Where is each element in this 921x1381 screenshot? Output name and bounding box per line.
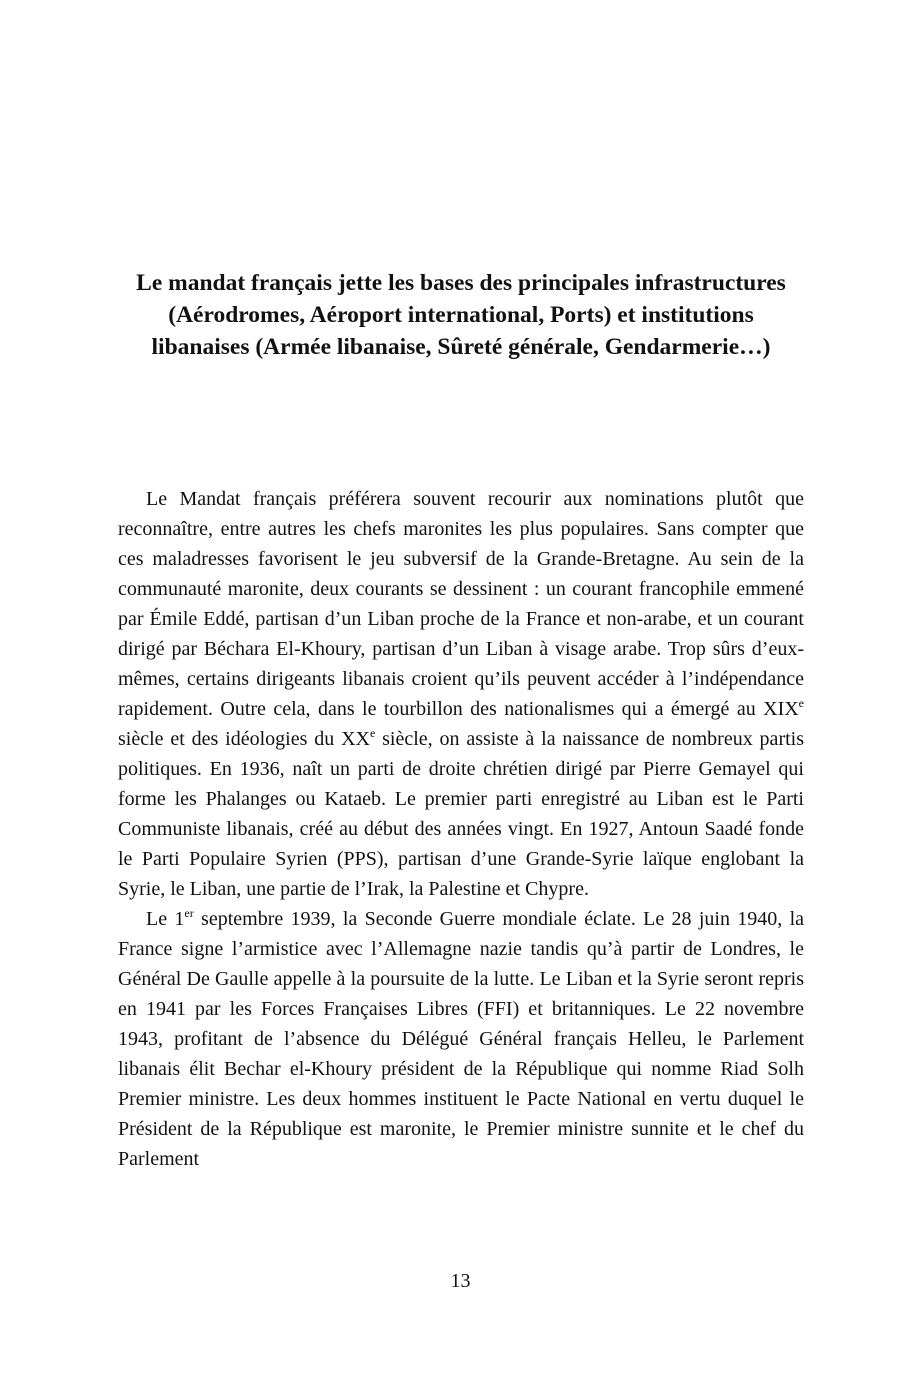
body-text <box>118 484 804 1174</box>
superscript-er: er <box>184 906 194 920</box>
paragraph-2 <box>118 904 804 1174</box>
page-number: 13 <box>450 1270 471 1292</box>
paragraph-1-text-b: siècle et des idéologies du XX <box>118 728 370 750</box>
paragraph-1-text-a: Le Mandat français préférera souvent recourir aux nominations plutôt que reconnaître, entre autres les chefs maronites les plus populaires. Sans compter que ces maladresses favorisent le jeu subversif de la Grande-Bretagne. Au sein de la communauté maronite, deux courants se dessinent : un courant francophile emmené par Émile Eddé, partisan d’un Liban proche de la France et non-arabe, et un courant dirigé par Béchara El-Khoury, partisan d’un Liban à visage arabe. Trop sûrs d’eux-mêmes, certains dirigeants libanais croient qu’ils peuvent accéder à l’indépendance rapidement. Outre cela, dans le tourbillon des nationalismes qui a émergé au XIX <box>118 488 804 720</box>
paragraph-1-text-c: siècle, on assiste à la naissance de nombreux partis politiques. En 1936, naît un parti de droite chrétien dirigé par Pierre Gemayel qui forme les Phalanges ou Kataeb. Le premier parti enregistré au Liban est le Parti Communiste libanais, créé au début des années vingt. En 1927, Antoun Saadé fonde le Parti Populaire Syrien (PPS), partisan d’une Grande-Syrie laïque englobant la Syrie, le Liban, une partie de l’Irak, la Palestine et Chypre. <box>118 728 804 900</box>
paragraph-1 <box>118 484 804 904</box>
paragraph-2-text-b: septembre 1939, la Seconde Guerre mondiale éclate. Le 28 juin 1940, la France signe l’armistice avec l’Allemagne nazie tandis qu’à partir de Londres, le Général De Gaulle appelle à la poursuite de la lutte. Le Liban et la Syrie seront repris en 1941 par les Forces Françaises Libres (FFI) et britanniques. Le 22 novembre 1943, profitant de l’absence du Délégué Général français Helleu, le Parlement libanais élit Bechar el-Khoury président de la République qui nomme Riad Solh Premier ministre. Les deux hommes instituent le Pacte National en vertu duquel le Président de la République est maronite, le Premier ministre sunnite et le chef du Parlement <box>118 908 805 1170</box>
superscript-e: e <box>369 726 376 740</box>
paragraph-2-text-a: Le 1 <box>146 908 185 930</box>
superscript-e: e <box>798 696 804 710</box>
chapter-title: Le mandat français jette les bases des principales infrastructures (Aérodromes, Aéroport international, Ports) et institutions libanaises (Armée libanaise, Sûreté générale, Gendarmerie…) <box>136 270 786 360</box>
